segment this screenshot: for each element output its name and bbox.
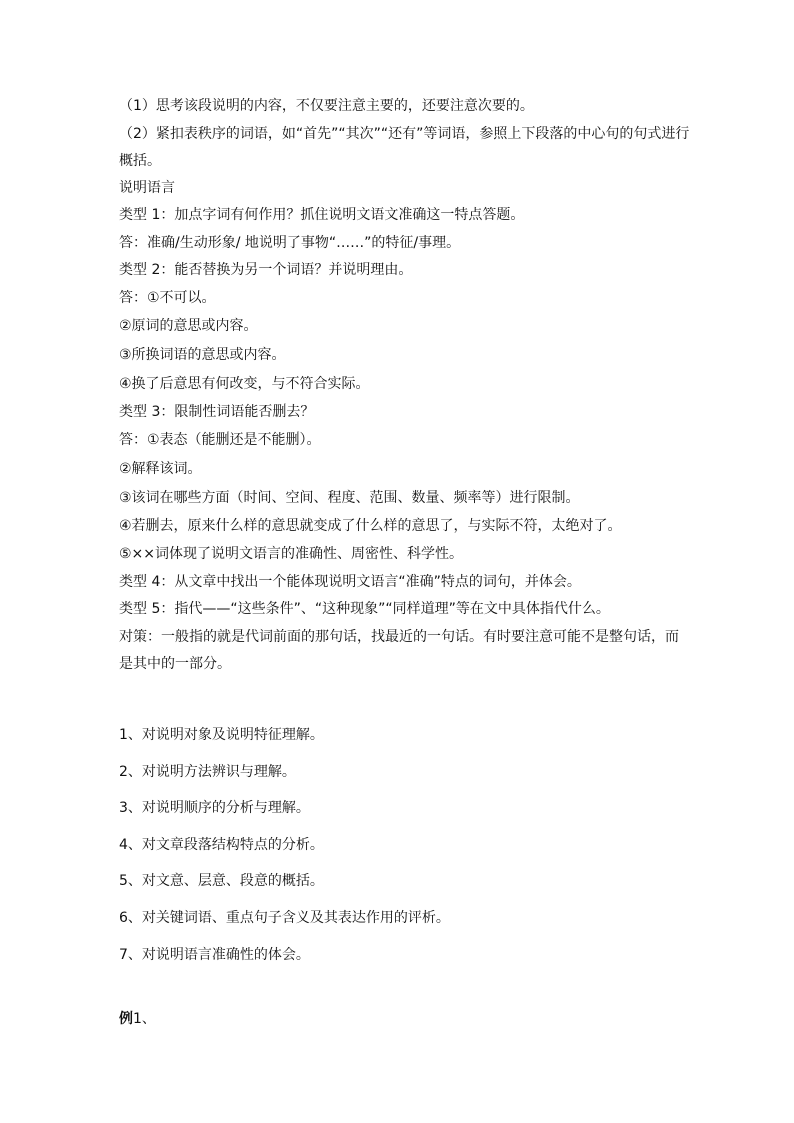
guide-line-2: （2）紧扣表秩序的词语，如“首先”“其次”“还有”等词语，参照上下段落的中心句的句式进行 — [119, 126, 690, 142]
type2-answer-1: 答：①不可以。 — [119, 290, 216, 306]
type3-answer-2: ②解释该词。 — [119, 461, 202, 477]
type2-answer-4: ④换了后意思有何改变，与不符合实际。 — [119, 376, 370, 392]
type3-answer-1: 答：①表态（能删还是不能删）。 — [119, 432, 321, 448]
list-item-5: 5、对文意、层意、段意的概括。 — [119, 873, 324, 889]
list-item-7: 7、对说明语言准确性的体会。 — [119, 947, 310, 963]
list-item-1: 1、对说明对象及说明特征理解。 — [119, 727, 324, 743]
example-number: 1、 — [133, 1011, 156, 1027]
type1-answer: 答：准确/生动形象/ 地说明了事物“……”的特征/事理。 — [119, 235, 461, 251]
list-item-6: 6、对关键词语、重点句子含义及其表达作用的评析。 — [119, 910, 450, 926]
type3-question: 类型 3：限制性词语能否删去？ — [119, 404, 315, 420]
type1-question: 类型 1：加点字词有何作用？抓住说明文语文准确这一特点答题。 — [119, 207, 525, 223]
example-heading — [119, 1009, 679, 1029]
type4-question: 类型 4：从文章中找出一个能体现说明文语言“准确”特点的词句，并体会。 — [119, 574, 581, 590]
type2-answer-2: ②原词的意思或内容。 — [119, 318, 258, 334]
list-item-2: 2、对说明方法辨识与理解。 — [119, 764, 296, 780]
guide-line-1: （1）思考该段说明的内容，不仅要注意主要的，还要注意次要的。 — [119, 98, 534, 114]
strategy-line-1: 对策：一般指的就是代词前面的那句话，找最近的一句话。有时要注意可能不是整句话，而 — [119, 629, 679, 645]
example-label: 例 — [119, 1011, 133, 1027]
type3-answer-3: ③该词在哪些方面（时间、空间、程度、范围、数量、频率等）进行限制。 — [119, 490, 580, 506]
language-heading: 说明语言 — [119, 180, 175, 196]
list-item-4: 4、对文章段落结构特点的分析。 — [119, 837, 324, 853]
strategy-line-2: 是其中的一部分。 — [119, 656, 231, 672]
list-item-3: 3、对说明顺序的分析与理解。 — [119, 800, 310, 816]
guide-line-3: 概括。 — [119, 153, 161, 169]
type5-question: 类型 5：指代——“这些条件”、“这种现象”“同样道理”等在文中具体指代什么。 — [119, 601, 610, 617]
type2-question: 类型 2：能否替换为另一个词语？并说明理由。 — [119, 262, 413, 278]
type2-answer-3: ③所换词语的意思或内容。 — [119, 347, 286, 363]
type3-answer-5: ⑤××词体现了说明文语言的准确性、周密性、科学性。 — [119, 546, 464, 562]
type3-answer-4: ④若删去，原来什么样的意思就变成了什么样的意思了，与实际不符，太绝对了。 — [119, 518, 622, 534]
